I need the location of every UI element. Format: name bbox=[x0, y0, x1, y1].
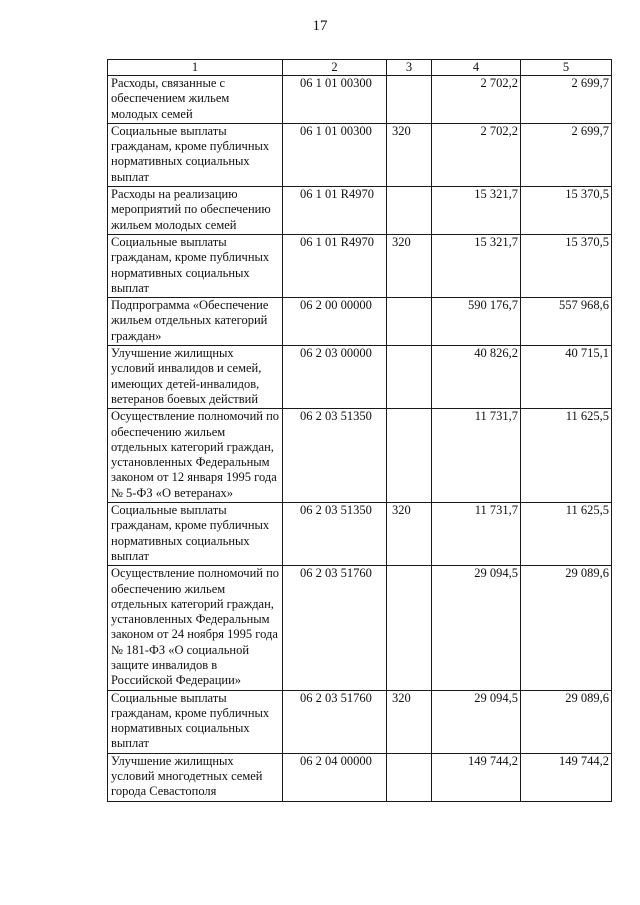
page-number: 17 bbox=[312, 18, 328, 34]
row-expense-type-cell: 320 bbox=[387, 503, 432, 566]
row-sum-2-cell: 149 744,2 bbox=[521, 753, 612, 801]
row-name-cell: Социальные выплаты гражданам, кроме публичных нормативных социальных выплат bbox=[108, 123, 283, 186]
table-row bbox=[108, 234, 612, 297]
row-sum-1-cell: 15 321,7 bbox=[432, 234, 521, 297]
row-expense-type-cell: 320 bbox=[387, 234, 432, 297]
table-row bbox=[108, 409, 612, 503]
table-row bbox=[108, 690, 612, 753]
row-name-cell: Осуществление полномочий по обеспечению жильем отдельных категорий граждан, установленных Федеральным законом от 12 января 1995 года № 5-ФЗ «О ветеранах» bbox=[108, 409, 283, 503]
row-code-cell: 06 2 04 00000 bbox=[283, 753, 387, 801]
row-expense-type-cell bbox=[387, 409, 432, 503]
row-sum-1-cell: 29 094,5 bbox=[432, 690, 521, 753]
row-sum-1-cell: 11 731,7 bbox=[432, 409, 521, 503]
budget-table bbox=[107, 59, 612, 802]
table-row bbox=[108, 123, 612, 186]
row-expense-type-cell bbox=[387, 566, 432, 690]
row-expense-type-cell bbox=[387, 753, 432, 801]
row-code-cell: 06 1 01 R4970 bbox=[283, 234, 387, 297]
row-name-cell: Улучшение жилищных условий инвалидов и семей, имеющих детей-инвалидов, ветеранов боевых действий bbox=[108, 346, 283, 409]
row-code-cell: 06 1 01 00300 bbox=[283, 123, 387, 186]
column-header-3: 3 bbox=[387, 60, 432, 76]
row-code-cell: 06 1 01 R4970 bbox=[283, 187, 387, 235]
table-row bbox=[108, 298, 612, 346]
row-name-cell: Подпрограмма «Обеспечение жильем отдельных категорий граждан» bbox=[108, 298, 283, 346]
row-sum-1-cell: 15 321,7 bbox=[432, 187, 521, 235]
row-code-cell: 06 2 03 00000 bbox=[283, 346, 387, 409]
row-name-cell: Расходы на реализацию мероприятий по обеспечению жильем молодых семей bbox=[108, 187, 283, 235]
column-header-5: 5 bbox=[521, 60, 612, 76]
column-header-2: 2 bbox=[283, 60, 387, 76]
table-header-row bbox=[108, 60, 612, 76]
row-code-cell: 06 1 01 00300 bbox=[283, 76, 387, 124]
row-sum-1-cell: 149 744,2 bbox=[432, 753, 521, 801]
table-row bbox=[108, 76, 612, 124]
row-code-cell: 06 2 03 51760 bbox=[283, 566, 387, 690]
row-sum-1-cell: 590 176,7 bbox=[432, 298, 521, 346]
row-expense-type-cell bbox=[387, 76, 432, 124]
table-row bbox=[108, 346, 612, 409]
row-sum-1-cell: 40 826,2 bbox=[432, 346, 521, 409]
table-row bbox=[108, 187, 612, 235]
row-name-cell: Улучшение жилищных условий многодетных семей города Севастополя bbox=[108, 753, 283, 801]
row-name-cell: Осуществление полномочий по обеспечению жильем отдельных категорий граждан, установленных Федеральным законом от 24 ноября 1995 года № 181-ФЗ «О социальной защите инвалидов в Российской Федерации» bbox=[108, 566, 283, 690]
row-name-cell: Социальные выплаты гражданам, кроме публичных нормативных социальных выплат bbox=[108, 690, 283, 753]
row-sum-2-cell: 2 699,7 bbox=[521, 76, 612, 124]
row-sum-1-cell: 2 702,2 bbox=[432, 123, 521, 186]
row-code-cell: 06 2 03 51350 bbox=[283, 503, 387, 566]
row-expense-type-cell: 320 bbox=[387, 123, 432, 186]
row-code-cell: 06 2 00 00000 bbox=[283, 298, 387, 346]
row-expense-type-cell bbox=[387, 187, 432, 235]
row-sum-2-cell: 11 625,5 bbox=[521, 409, 612, 503]
row-sum-1-cell: 11 731,7 bbox=[432, 503, 521, 566]
row-name-cell: Социальные выплаты гражданам, кроме публичных нормативных социальных выплат bbox=[108, 234, 283, 297]
row-sum-1-cell: 2 702,2 bbox=[432, 76, 521, 124]
row-name-cell: Социальные выплаты гражданам, кроме публичных нормативных социальных выплат bbox=[108, 503, 283, 566]
row-sum-2-cell: 2 699,7 bbox=[521, 123, 612, 186]
row-sum-2-cell: 557 968,6 bbox=[521, 298, 612, 346]
row-name-cell: Расходы, связанные с обеспечением жильем молодых семей bbox=[108, 76, 283, 124]
row-expense-type-cell bbox=[387, 346, 432, 409]
row-expense-type-cell: 320 bbox=[387, 690, 432, 753]
column-header-4: 4 bbox=[432, 60, 521, 76]
row-sum-1-cell: 29 094,5 bbox=[432, 566, 521, 690]
table-row bbox=[108, 566, 612, 690]
row-sum-2-cell: 15 370,5 bbox=[521, 187, 612, 235]
row-code-cell: 06 2 03 51760 bbox=[283, 690, 387, 753]
table-row bbox=[108, 503, 612, 566]
row-sum-2-cell: 11 625,5 bbox=[521, 503, 612, 566]
row-sum-2-cell: 29 089,6 bbox=[521, 566, 612, 690]
column-header-1: 1 bbox=[108, 60, 283, 76]
row-expense-type-cell bbox=[387, 298, 432, 346]
row-code-cell: 06 2 03 51350 bbox=[283, 409, 387, 503]
row-sum-2-cell: 15 370,5 bbox=[521, 234, 612, 297]
table-row bbox=[108, 753, 612, 801]
row-sum-2-cell: 29 089,6 bbox=[521, 690, 612, 753]
row-sum-2-cell: 40 715,1 bbox=[521, 346, 612, 409]
